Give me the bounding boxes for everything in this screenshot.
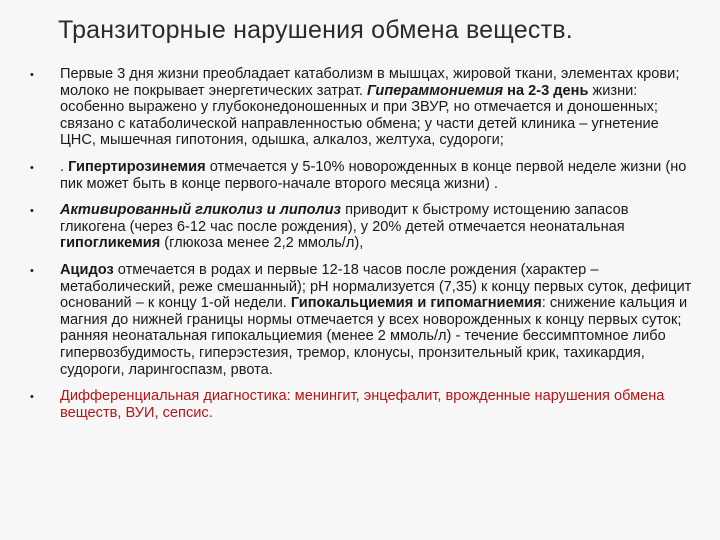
term-hyperammonemia: Гипераммониемия bbox=[367, 82, 504, 99]
bullet-list bbox=[24, 66, 694, 431]
item-text: жизни: особенно выражено у глубоконедоношенных и при ЗВУР, но отмечается и доношенных; связано с катаболической направленностью обмена; у части детей клиника – угнетение ЦНС, мышечная гипотония, одышка, алкалоз, желтуха, судороги; bbox=[60, 82, 659, 149]
bullet-icon: • bbox=[30, 161, 34, 174]
bullet-icon: • bbox=[30, 205, 34, 218]
term-hypocalcemia: Гипокальциемия и гипомагниемия bbox=[290, 295, 542, 312]
bullet-icon: • bbox=[30, 264, 34, 277]
term-glycolysis-lipolysis: Активированный гликолиз и липолиз bbox=[60, 202, 342, 219]
item-text: : снижение кальция и магния до нижней границы нормы отмечается у всех новорожденных к концу первых суток; ранняя неонатальная гипокальциемия (менее 2 ммоль/л) - течение бессимптомное либо гипервозбудимость, гиперэстезия, тремор, клонусы, пронзительный крик, тахикардия, судороги, ларингоспазм, рвота. bbox=[60, 295, 688, 378]
slide-title: Транзиторные нарушения обмена веществ. bbox=[58, 16, 573, 44]
list-item bbox=[24, 202, 694, 252]
differential-diagnosis-text: Дифференциальная диагностика: менингит, энцефалит, врожденные нарушения обмена веществ, ВУИ, сепсис. bbox=[60, 388, 665, 421]
bullet-icon: • bbox=[30, 391, 34, 404]
list-item bbox=[24, 388, 694, 421]
term-hypertyrosinemia: Гипертирозинемия bbox=[68, 158, 206, 175]
item-text: отмечается у 5-10% новорожденных в конце первой неделе жизни (но пик может быть в конце первого-начале второго месяца жизни) . bbox=[60, 158, 687, 192]
list-item bbox=[24, 262, 694, 378]
list-item bbox=[24, 66, 694, 149]
list-item bbox=[24, 159, 694, 192]
item-text: . bbox=[60, 158, 69, 175]
term-hypoglycemia: гипогликемия bbox=[60, 235, 161, 252]
item-emphasis: на 2-3 день bbox=[503, 82, 589, 99]
item-text: приводит к быстрому истощению запасов гликогена (через 6-12 час после рождения), у 20% детей отмечается неонатальная bbox=[60, 202, 629, 235]
bullet-icon: • bbox=[30, 69, 34, 81]
item-text: отмечается в родах и первые 12-18 часов после рождения (характер – метаболический, реже смешанный); рН нормализуется (7,35) к концу первых суток, дефицит оснований – к концу 1-ой недели. bbox=[60, 261, 692, 312]
item-text: Первые 3 дня жизни преобладает катаболизм в мышцах, жировой ткани, элементах крови; молоко не покрывает энергетических затрат. bbox=[60, 66, 680, 99]
term-acidosis: Ацидоз bbox=[60, 261, 114, 278]
item-text: (глюкоза менее 2,2 ммоль/л), bbox=[160, 235, 364, 252]
